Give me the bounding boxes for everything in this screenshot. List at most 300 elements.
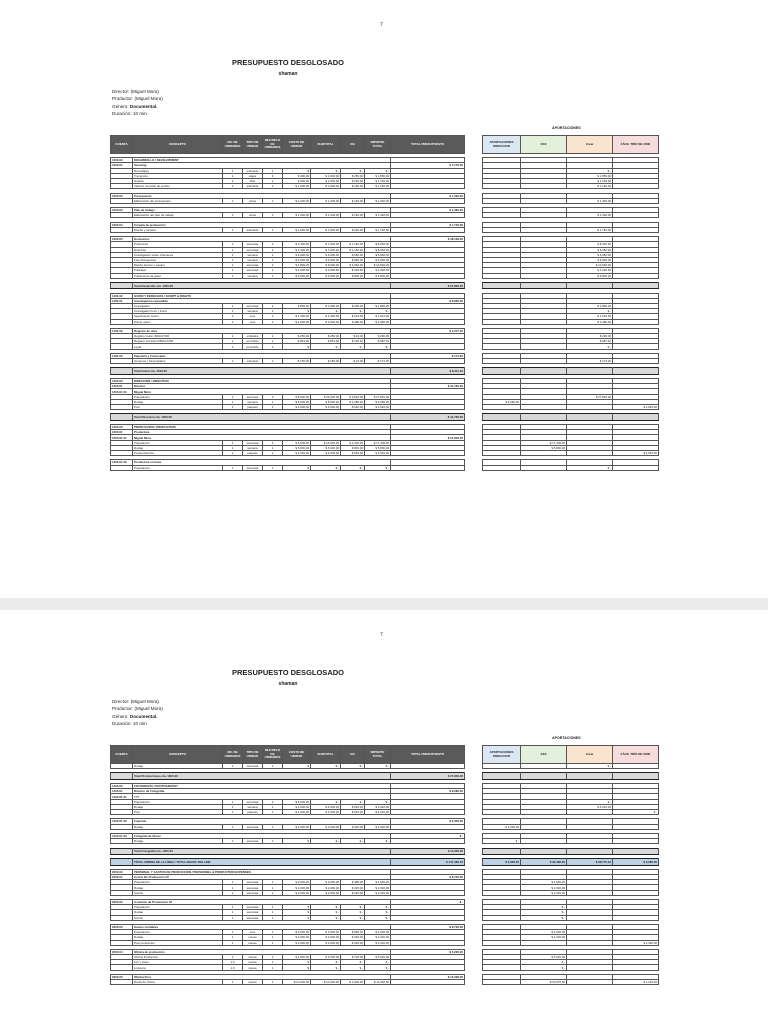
contribution-cell: $ 6,960.00 xyxy=(567,252,613,257)
concept-cell: Postproducción xyxy=(133,451,223,456)
concept-cell: Oficina Producción xyxy=(133,955,223,960)
multiple-cell: 1 xyxy=(263,965,283,970)
contribution-cell: $ 987.16 xyxy=(567,339,613,344)
header-row xyxy=(483,136,659,154)
unit-cost-cell: $ 1,000.00 xyxy=(283,184,311,189)
account-code: 2000-05 xyxy=(111,974,133,979)
units-cell: 1.0 xyxy=(223,965,243,970)
multiple-cell: 1 xyxy=(263,810,283,815)
units-cell: 1 xyxy=(223,303,243,308)
units-cell: 1 xyxy=(223,465,243,470)
units-cell: 1 xyxy=(223,339,243,344)
total-amount: $ 41,760.00 xyxy=(391,414,465,421)
total-amount-cell: $ - xyxy=(365,344,391,349)
account-name: Oficina de producción xyxy=(133,949,391,954)
account-code: 1000-03 xyxy=(111,208,133,213)
account-total: $ 1,740.00 xyxy=(391,222,465,227)
subtotal-cell: $ 4,000.00 xyxy=(311,804,341,809)
subtotal-cell: $ 8,000.00 xyxy=(311,399,341,404)
total-amount-cell: $ 2,320.00 xyxy=(365,268,391,273)
account-total: $ 4,176.00 xyxy=(391,163,465,168)
subtotal-cell: $ 6,000.00 xyxy=(311,257,341,262)
contribution-header: XXX xyxy=(521,136,567,154)
unit-type-cell: única xyxy=(243,213,263,218)
concept-cell: Registro Guión INDAUTOR xyxy=(133,334,223,339)
multiple-cell: 1 xyxy=(263,184,283,189)
multiple-cell: 1 xyxy=(263,905,283,910)
units-cell: 1 xyxy=(223,764,243,769)
unit-cost-cell: $ xyxy=(283,910,311,915)
subtotal-cell: $ - xyxy=(311,915,341,920)
multiple-cell: 1 xyxy=(263,359,283,364)
total-amount-cell: $ 1,856.00 xyxy=(365,173,391,178)
iva-cell: $ 1,392.00 xyxy=(341,263,365,268)
iva-cell: $ 136.16 xyxy=(341,339,365,344)
concept-cell: Preparación xyxy=(133,799,223,804)
concept-cell: Investigador xyxy=(133,303,223,308)
units-cell: 1 xyxy=(223,940,243,945)
total-amount-cell: $ 4,640.00 xyxy=(365,810,391,815)
contribution-header: XXX xyxy=(521,746,567,764)
account-total: $ 174.00 xyxy=(391,353,465,358)
unit-cost-cell: $ 2,400.00 xyxy=(283,242,311,247)
iva-cell: $ 3,840.00 xyxy=(341,394,365,399)
multiple-cell: 1 xyxy=(263,273,283,278)
concept-cell: Post producción xyxy=(133,940,223,945)
concept-cell: Preparación xyxy=(133,880,223,885)
column-header: TOTAL PRESUPUESTO xyxy=(391,136,465,154)
units-cell: 1 xyxy=(223,359,243,364)
iva-cell: $ 256.00 xyxy=(341,303,365,308)
iva-cell: $ - xyxy=(341,910,365,915)
units-cell: 1 xyxy=(223,839,243,844)
contribution-cell: $ 9,280.00 xyxy=(613,859,659,866)
total-amount-cell: $ 8,352.00 xyxy=(365,242,391,247)
contribution-cell: $ 5,220.00 xyxy=(521,955,567,960)
subtotal-cell: $ 250.00 xyxy=(311,334,341,339)
total-amount-cell: $ 1,624.00 xyxy=(365,314,391,319)
multiple-cell: 1 xyxy=(263,319,283,324)
total-label: Total Dirección cta. 1200-00 xyxy=(133,414,391,421)
column-header: IMPORTE TOTAL xyxy=(365,136,391,154)
unit-cost-cell: $ 4,000.00 xyxy=(283,405,311,410)
total-amount-cell: $ 6,960.00 xyxy=(365,257,391,262)
iva-cell: $ - xyxy=(341,168,365,173)
contribution-cell: $ 5,800.00 xyxy=(567,273,613,278)
iva-cell: $ 480.00 xyxy=(341,880,365,885)
multiple-cell: 1 xyxy=(263,935,283,940)
total-amount-cell: $ 6,960.00 xyxy=(365,252,391,257)
aportaciones-label: APORTACIONES xyxy=(552,736,581,740)
unit-cost-cell: $ 2,400.00 xyxy=(283,247,311,252)
total-amount-cell: $ 2,320.00 xyxy=(365,885,391,890)
multiple-cell: 2 xyxy=(263,268,283,273)
genero-line xyxy=(112,713,163,720)
concept-cell: Sonido xyxy=(133,915,223,920)
unit-type-cell: estimado xyxy=(243,184,263,189)
unit-cost-cell: $ 3,500.00 xyxy=(283,930,311,935)
concept-cell: Post xyxy=(133,810,223,815)
contribution-cell: $ 1,624.00 xyxy=(567,314,613,319)
duracion-line: Duración: 10 min xyxy=(112,111,147,117)
concept-cell: Limpieza xyxy=(133,965,223,970)
subtotal-cell: $ 2,000.00 xyxy=(311,890,341,895)
contributions-table xyxy=(482,135,659,471)
total-amount-cell: $ 5,800.00 xyxy=(365,445,391,450)
column-header: COSTO DE UNIDAD xyxy=(283,136,311,154)
unit-type-cell: meses xyxy=(243,960,263,965)
concept-cell: Dirección xyxy=(133,247,223,252)
iva-cell: $ 320.00 xyxy=(341,885,365,890)
account-code: 2000-01 xyxy=(111,875,133,880)
total-amount-cell: $ - xyxy=(365,915,391,920)
unit-cost-cell: $ xyxy=(283,965,311,970)
iva-cell: $ 320.00 xyxy=(341,890,365,895)
units-cell: 1 xyxy=(223,890,243,895)
total-amount-cell: $ 1,856.00 xyxy=(365,303,391,308)
unit-type-cell: meses xyxy=(243,955,263,960)
iva-cell: $ 192.00 xyxy=(341,213,365,218)
unit-type-cell: semana xyxy=(243,252,263,257)
unit-type-cell: semana xyxy=(243,309,263,314)
contribution-cell: $ 174.00 xyxy=(567,359,613,364)
iva-cell: $ 640.00 xyxy=(341,810,365,815)
subtotal-cell: $ - xyxy=(311,965,341,970)
account-code xyxy=(111,465,133,470)
unit-cost-cell: $ 300.00 xyxy=(283,178,311,183)
subtotal-cell: $ 2,000.00 xyxy=(311,268,341,273)
concept-cell: Registro Contrato FIBGA-FOR xyxy=(133,339,223,344)
unit-cost-cell: $ xyxy=(283,309,311,314)
total-amount: $ 57,809.00 xyxy=(391,282,465,289)
units-cell: 1 xyxy=(223,344,243,349)
unit-type-cell: semanas xyxy=(243,764,263,769)
unit-cost-cell: $ 1,200.00 xyxy=(283,213,311,218)
contribution-cell: $ 6,960.00 xyxy=(567,257,613,262)
account-code: 2000-04 xyxy=(111,949,133,954)
subtotal-cell: $ 24,000.00 xyxy=(311,394,341,399)
account-code: 1100-03 xyxy=(111,353,133,358)
total-amount: $ 27,840.00 xyxy=(391,773,465,780)
account-name: Productora en línea xyxy=(133,460,391,465)
multiple-cell: 3 xyxy=(263,394,283,399)
account-code: 1400-01 xyxy=(111,789,133,794)
account-name: Fotógrafo de Drone xyxy=(133,833,391,838)
multiple-cell: 2 xyxy=(263,303,283,308)
iva-cell: $ 320.00 xyxy=(341,940,365,945)
genero-value: Documental. xyxy=(129,713,158,719)
contribution-cell: $ 4,640.00 xyxy=(613,405,659,410)
subtotal-cell: $ 15,000.00 xyxy=(311,440,341,445)
total-label: TOTAL ARRIBA DE LA LÍNEA / TOTAL ABOVE THE LINE xyxy=(133,859,391,866)
iva-cell: $ - xyxy=(341,309,365,314)
units-cell: 1 xyxy=(223,915,243,920)
account-total: $ 1,277.16 xyxy=(391,328,465,333)
column-header: TIPO DE UNIDAD xyxy=(243,136,263,154)
column-header: TOTAL PRESUPUESTO xyxy=(391,746,465,764)
account-name: Presupuesto xyxy=(133,193,391,198)
subtotal-cell: $ 1,200.00 xyxy=(311,198,341,203)
contribution-cell: $ 1,392.00 xyxy=(567,198,613,203)
subtotal-cell: $ 2,000.00 xyxy=(311,935,341,940)
multiple-cell: 1 xyxy=(263,910,283,915)
units-cell: 1 xyxy=(223,885,243,890)
account-code: 1300-00 xyxy=(111,425,133,430)
unit-cost-cell: $ 5,000.00 xyxy=(283,440,311,445)
subtotal-cell: $ 5,000.00 xyxy=(311,445,341,450)
subtotal-cell: $ 1,200.00 xyxy=(311,213,341,218)
units-cell: 1 xyxy=(223,168,243,173)
account-code: 2000-03 xyxy=(111,924,133,929)
credits-block xyxy=(112,698,163,728)
account-total: $ 1,392.00 xyxy=(391,193,465,198)
total-amount-cell: $ - xyxy=(365,910,391,915)
units-cell: 1 xyxy=(223,880,243,885)
contribution-cell: $ 4,640.00 xyxy=(613,451,659,456)
unit-type-cell: permitido xyxy=(243,344,263,349)
multiple-cell: 1 xyxy=(263,344,283,349)
page-title: PRESUPUESTO DESGLOSADO xyxy=(232,58,344,67)
account-code: 2000-02 xyxy=(111,900,133,905)
header-row xyxy=(111,136,465,154)
account-name: Asistente de Producción Of xyxy=(133,900,391,905)
account-name: Registro de obra xyxy=(133,328,391,333)
total-label: Total Desarrollo cta. 1000-00 xyxy=(133,282,391,289)
genero-label: Género: xyxy=(112,103,130,109)
contribution-cell xyxy=(483,980,521,985)
concept-cell: Rodaje xyxy=(133,885,223,890)
units-cell: 1 xyxy=(223,314,243,319)
unit-type-cell: semanas xyxy=(243,905,263,910)
account-code: 1400-00 xyxy=(111,784,133,789)
multiple-cell: 1 xyxy=(263,257,283,262)
account-total: $ 5,220.00 xyxy=(391,949,465,954)
concept-cell: Preparación xyxy=(133,930,223,935)
units-cell: 1 xyxy=(223,227,243,232)
contribution-cell: $ 10,376.00 xyxy=(521,980,567,985)
contribution-cell: $ - xyxy=(567,168,613,173)
subtotal-cell: $ - xyxy=(311,344,341,349)
total-amount-cell: $ 987.16 xyxy=(365,339,391,344)
total-amount-cell: $ - xyxy=(365,905,391,910)
unit-type-cell: meses xyxy=(243,965,263,970)
contribution-cell: $ 4,060.00 xyxy=(521,880,567,885)
unit-cost-cell: $ 3,000.00 xyxy=(283,880,311,885)
iva-cell: $ - xyxy=(341,344,365,349)
contribution-cell: $ - xyxy=(567,799,613,804)
iva-cell: $ 720.00 xyxy=(341,955,365,960)
subtotal-cell: $ - xyxy=(311,910,341,915)
subtotal-cell: $ 1,000.00 xyxy=(311,184,341,189)
multiple-cell: 1 xyxy=(263,445,283,450)
contribution-cell: $ 5,800.00 xyxy=(521,445,567,450)
unit-type-cell: mes xyxy=(243,930,263,935)
units-cell: 1 xyxy=(223,319,243,324)
concept-cell: Foto Fluxograma xyxy=(133,257,223,262)
contribution-cell: $ 8,352.00 xyxy=(567,242,613,247)
unit-cost-cell: $ 1,200.00 xyxy=(283,198,311,203)
genero-label: Género: xyxy=(112,713,130,719)
units-cell: 1 xyxy=(223,184,243,189)
account-name: Foquista xyxy=(133,819,391,824)
concept-cell: Legal xyxy=(133,344,223,349)
page-2 xyxy=(0,610,768,1024)
units-cell: 1 xyxy=(223,910,243,915)
line-item-row xyxy=(111,465,465,470)
concept-cell: Preparación xyxy=(133,465,223,470)
contribution-cell: $ - xyxy=(521,960,567,965)
total-amount-cell: $ - xyxy=(365,839,391,844)
multiple-cell: 1 xyxy=(263,980,283,985)
unit-cost-cell: $ 4,000.00 xyxy=(283,810,311,815)
units-cell: 1 xyxy=(223,268,243,273)
header-row xyxy=(111,746,465,764)
units-cell: 1 xyxy=(223,263,243,268)
subtotal-cell: $ 2,000.00 xyxy=(311,885,341,890)
subtotal-cell: $ - xyxy=(311,309,341,314)
concept-cell: Rodaje xyxy=(133,399,223,404)
contribution-cell: $ - xyxy=(521,965,567,970)
total-amount-cell: $ - xyxy=(365,309,391,314)
concept-cell: Preparación xyxy=(133,905,223,910)
unit-cost-cell: $ 2,000.00 xyxy=(283,268,311,273)
multiple-cell: 1 xyxy=(263,405,283,410)
contribution-cell: $ - xyxy=(567,764,613,769)
total-amount-cell: $ - xyxy=(365,465,391,470)
unit-type-cell: semanas xyxy=(243,263,263,268)
account-name: Director xyxy=(133,384,391,389)
units-cell: 1 xyxy=(223,935,243,940)
concept-cell: Hoteles xyxy=(133,178,223,183)
unit-cost-cell: $ 5,000.00 xyxy=(283,273,311,278)
account-name: Papelería y Fotocopias xyxy=(133,353,391,358)
total-amount-cell: $ 10,992.00 xyxy=(365,263,391,268)
column-header: SUBTOTAL xyxy=(311,746,341,764)
multiple-cell: 1 xyxy=(263,890,283,895)
iva-cell: $ 480.00 xyxy=(341,319,365,324)
unit-cost-cell: $ 2,000.00 xyxy=(283,940,311,945)
unit-type-cell: mes xyxy=(243,319,263,324)
contribution-header: FÁCIL TRÍO DE CINE xyxy=(613,136,659,154)
unit-type-cell: semana xyxy=(243,399,263,404)
account-code: 1000-05 xyxy=(111,237,133,242)
multiple-cell: 1 xyxy=(263,930,283,935)
account-name: Honorarios xyxy=(133,237,391,242)
contribution-cell: $ 1,160.00 xyxy=(567,184,613,189)
unit-type-cell: semanas xyxy=(243,839,263,844)
units-cell: 1 xyxy=(223,440,243,445)
subtotal-cell: $ - xyxy=(311,839,341,844)
multiple-cell: 1 xyxy=(263,198,283,203)
unit-cost-cell: $ 2,000.00 xyxy=(283,885,311,890)
budget-total-cell xyxy=(391,980,465,985)
units-cell: 1 xyxy=(223,242,243,247)
iva-cell: $ 1,280.00 xyxy=(341,399,365,404)
iva-cell: $ 160.00 xyxy=(341,178,365,183)
contribution-cell: $ - xyxy=(613,810,659,815)
concept-cell: Rodaje xyxy=(133,804,223,809)
iva-cell: $ 24.00 xyxy=(341,359,365,364)
genero-value: Documental. xyxy=(129,103,158,109)
multiple-cell: 1 xyxy=(263,309,283,314)
unit-cost-cell: $ 1,400.00 xyxy=(283,314,311,319)
page-number: 7 xyxy=(380,22,383,28)
genero-line xyxy=(112,103,163,110)
unit-type-cell: viajes xyxy=(243,173,263,178)
account-name: DESARROLLO / DEVELOPMENT xyxy=(133,158,391,163)
budget-table xyxy=(110,135,465,471)
unit-type-cell: semanas xyxy=(243,799,263,804)
account-name: GUIÓN Y DERECHOS / SCRIPT & RIGHTS xyxy=(133,293,391,298)
director-line: Director: (Miguel Mora) xyxy=(112,89,159,94)
account-total: $ 2,320.00 xyxy=(391,819,465,824)
subtotal-cell: $ 4,000.00 xyxy=(311,405,341,410)
unit-type-cell: paquete xyxy=(243,405,263,410)
concept-cell: Productora xyxy=(133,242,223,247)
total-amount-cell: $ 4,640.00 xyxy=(365,804,391,809)
iva-cell: $ - xyxy=(341,960,365,965)
line-item-row xyxy=(483,465,659,470)
unit-type-cell: paquete xyxy=(243,451,263,456)
column-header: CONCEPTO xyxy=(133,746,223,764)
account-name: Coord. De Producción Of xyxy=(133,875,391,880)
subtotal-cell: $ 4,000.00 xyxy=(311,451,341,456)
account-name: Investigación expandida xyxy=(133,298,391,303)
subtotal-cell: $ - xyxy=(311,905,341,910)
column-header: IVA xyxy=(341,746,365,764)
unit-type-cell: semanas xyxy=(243,465,263,470)
total-amount-cell: $ 9,280.00 xyxy=(365,399,391,404)
column-header: COSTO DE UNIDAD xyxy=(283,746,311,764)
account-total: $ - xyxy=(391,833,465,838)
subtotal-cell: $ 1,400.00 xyxy=(311,314,341,319)
units-cell: 1 xyxy=(223,804,243,809)
contribution-cell: $ 32,480.00 xyxy=(521,859,567,866)
unit-type-cell: semanas xyxy=(243,910,263,915)
concept-cell: Renta de oficina xyxy=(133,980,223,985)
iva-cell: $ 2,400.00 xyxy=(341,440,365,445)
iva-cell: $ - xyxy=(341,465,365,470)
unit-cost-cell: $ xyxy=(283,465,311,470)
contribution-cell: $ 3,480.00 xyxy=(567,319,613,324)
subtotal-cell: $ 1,600.00 xyxy=(311,173,341,178)
unit-cost-cell: $ 4,800.00 xyxy=(283,263,311,268)
contribution-cell: $ 4,640.00 xyxy=(567,804,613,809)
header-row xyxy=(483,746,659,764)
iva-cell: $ 160.00 xyxy=(341,184,365,189)
page-number: 7 xyxy=(380,632,383,638)
total-amount-cell: $ - xyxy=(365,960,391,965)
unit-cost-cell: $ 5,000.00 xyxy=(283,445,311,450)
iva-cell: $ 960.00 xyxy=(341,257,365,262)
column-header: CONCEPTO xyxy=(133,136,223,154)
concept-cell: Elaboración del plan de trabajo xyxy=(133,213,223,218)
account-total: $ - xyxy=(391,900,465,905)
unit-cost-cell: $ 10,000.00 xyxy=(283,980,311,985)
contribution-header: APORTACIONES DIRECCION xyxy=(483,746,521,764)
unit-cost-cell: $ 250.00 xyxy=(283,334,311,339)
concept-cell: Diseño y carpeta xyxy=(133,227,223,232)
total-amount: $ 8,411.16 xyxy=(391,368,465,375)
unit-type-cell: meses xyxy=(243,940,263,945)
units-cell: 1 xyxy=(223,334,243,339)
multiple-cell: 1 xyxy=(263,880,283,885)
subtotal-cell: $ 4,000.00 xyxy=(311,810,341,815)
contribution-cell: $ 98,775.16 xyxy=(567,859,613,866)
subtotal-cell: $ 3,500.00 xyxy=(311,930,341,935)
iva-cell: $ - xyxy=(341,839,365,844)
unit-type-cell: días xyxy=(243,178,263,183)
